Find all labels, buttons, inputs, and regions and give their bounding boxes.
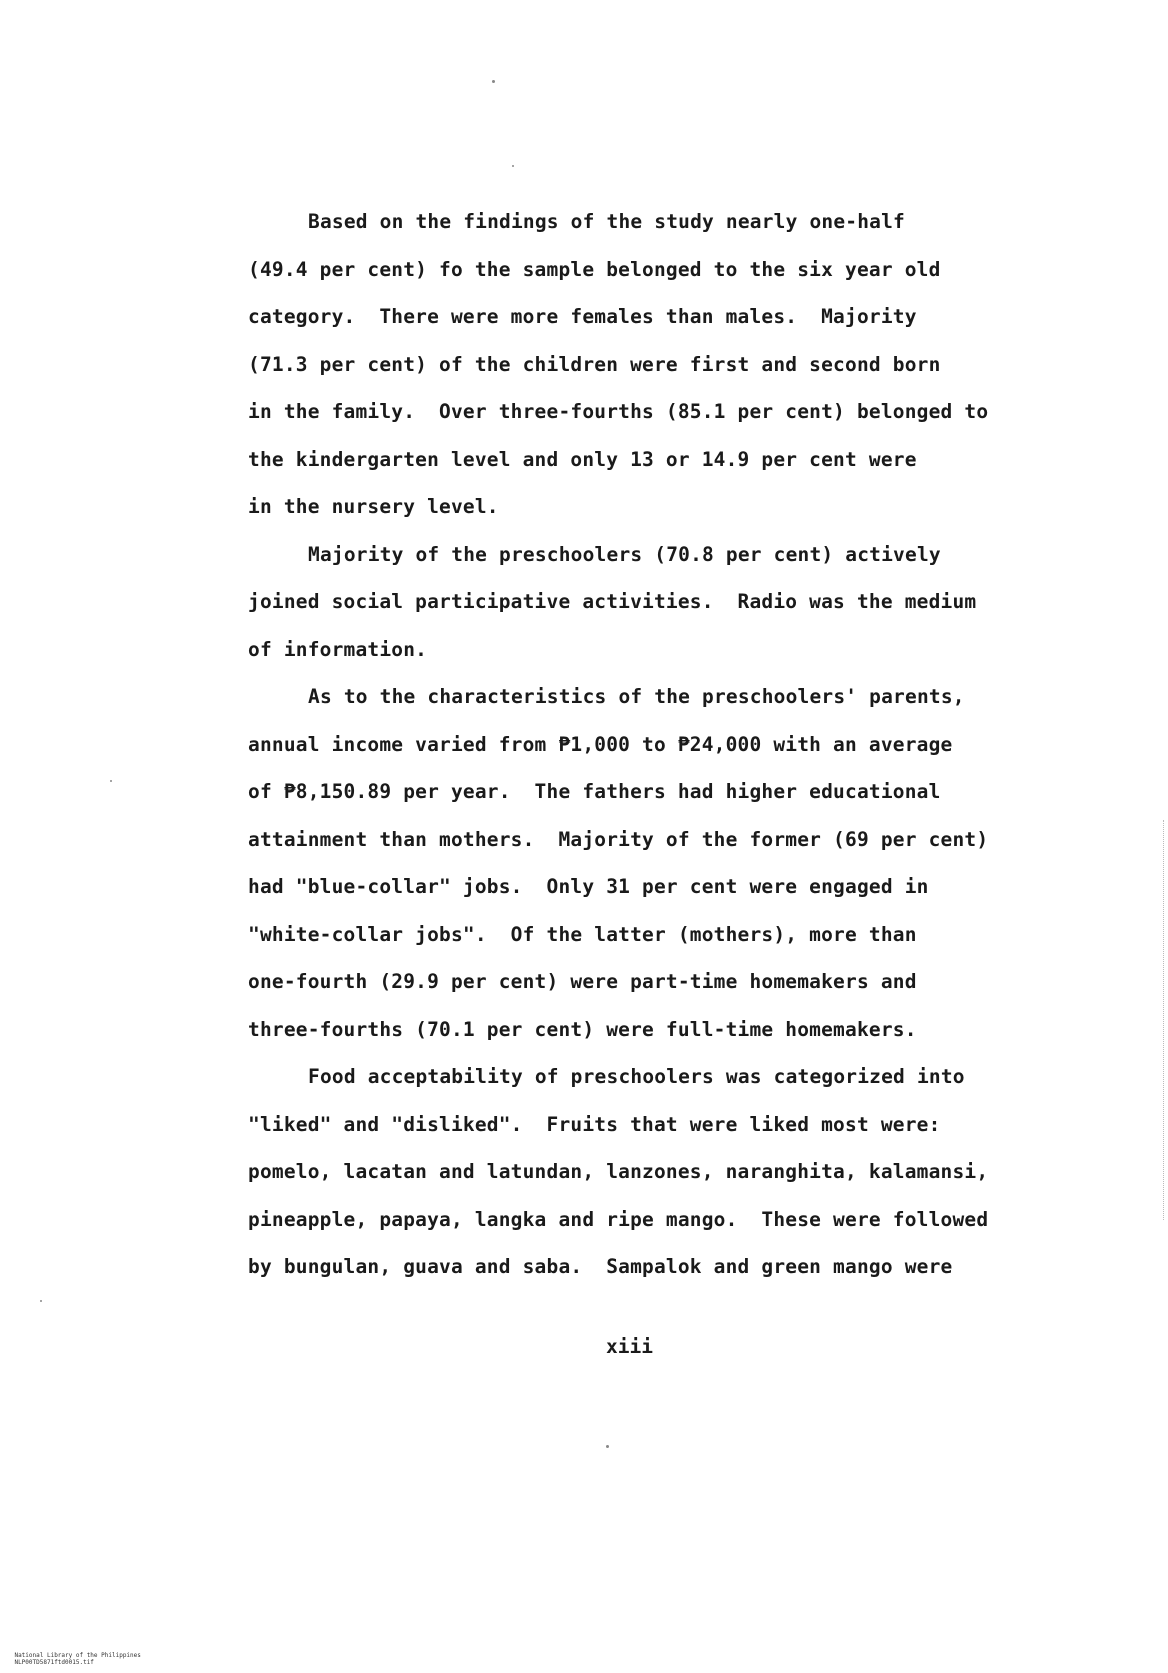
paragraph-4-line-3: pomelo, lacatan and latundan, lanzones, naranghita, kalamansi, <box>248 1160 989 1183</box>
paragraph-1-line-5: in the family. Over three-fourths (85.1 per cent) belonged to <box>248 400 989 423</box>
scan-edge-artifact <box>1160 820 1164 1220</box>
footer-library-name: National Library of the Philippines <box>14 1652 141 1659</box>
paragraph-2-line-2: joined social participative activities. Radio was the medium <box>248 590 977 613</box>
paragraph-3-line-1: As to the characteristics of the preschoolers' parents, <box>308 685 965 708</box>
paragraph-1-line-6: the kindergarten level and only 13 or 14.9 per cent were <box>248 447 917 471</box>
paragraph-3-line-8: three-fourths (70.1 per cent) were full-time homemakers. <box>248 1017 917 1041</box>
paragraph-2-line-1: Majority of the preschoolers (70.8 per cent) actively <box>308 542 941 566</box>
scan-footer <box>0 1645 181 1673</box>
scan-speck <box>110 780 112 782</box>
footer-file-name: NLP00TD5871ftd0015.tif <box>14 1659 94 1666</box>
paragraph-3-line-7: one-fourth (29.9 per cent) were part-time homemakers and <box>248 970 917 993</box>
paragraph-1-line-4: (71.3 per cent) of the children were first and second born <box>248 352 941 376</box>
scan-speck <box>40 1300 42 1302</box>
paragraph-1-line-3: category. There were more females than males. Majority <box>248 305 917 328</box>
paragraph-4-line-1: Food acceptability of preschoolers was categorized into <box>308 1065 965 1088</box>
paragraph-4-line-5: by bungulan, guava and saba. Sampalok and green mango were <box>248 1255 953 1278</box>
paragraph-3-line-4: attainment than mothers. Majority of the former (69 per cent) <box>248 827 989 851</box>
paragraph-3-line-6: "white-collar jobs". Of the latter (mothers), more than <box>248 922 917 946</box>
paragraph-4-line-4: pineapple, papaya, langka and ripe mango. These were followed <box>248 1207 989 1231</box>
page-number: xiii <box>606 1335 653 1358</box>
paragraph-3-line-3: of ₱8,150.89 per year. The fathers had higher educational <box>248 780 941 803</box>
paragraph-2-line-3: of information. <box>248 637 428 661</box>
paragraph-1-line-1: Based on the findings of the study nearly one-half <box>308 210 905 233</box>
paragraph-3-line-2: annual income varied from ₱1,000 to ₱24,000 with an average <box>248 732 953 756</box>
paragraph-1-line-7: in the nursery level. <box>248 495 499 518</box>
scan-speck <box>512 165 514 167</box>
paragraph-3-line-5: had "blue-collar" jobs. Only 31 per cent were engaged in <box>248 875 929 898</box>
body-text <box>248 198 1008 1291</box>
scan-speck <box>606 1445 609 1448</box>
paragraph-4-line-2: "liked" and "disliked". Fruits that were liked most were: <box>248 1112 941 1136</box>
paragraph-1-line-2: (49.4 per cent) fo the sample belonged to the six year old <box>248 257 941 281</box>
scan-speck <box>492 80 495 83</box>
